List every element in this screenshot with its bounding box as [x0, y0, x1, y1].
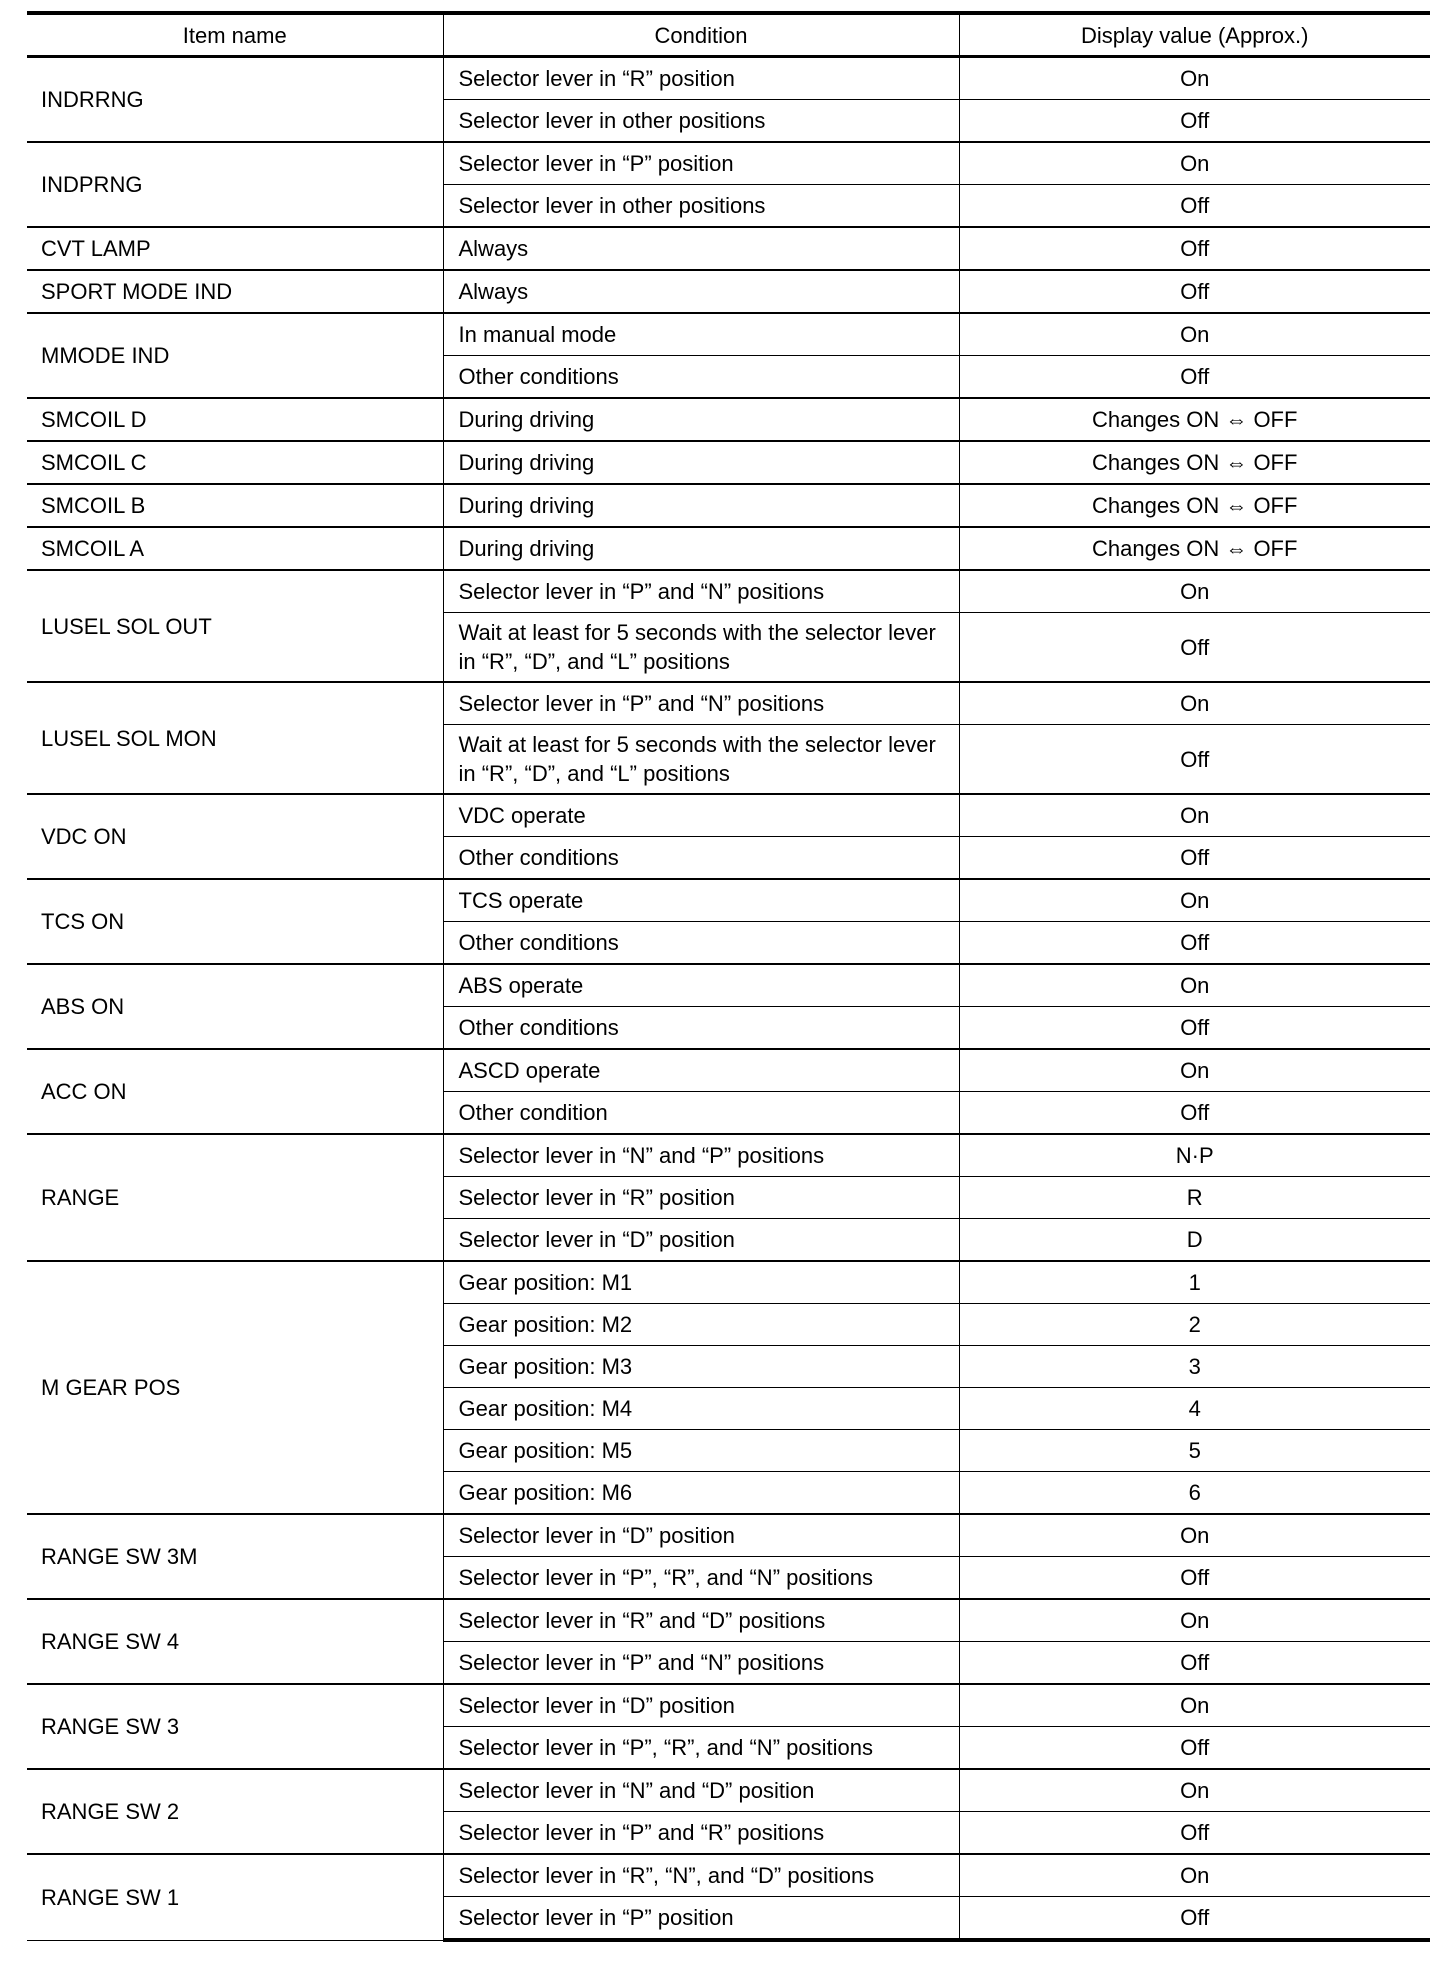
- table-row: [27, 142, 1430, 185]
- item-name-cell: RANGE SW 4: [27, 1599, 443, 1684]
- table-row: [27, 398, 1430, 441]
- display-value-cell: 6: [959, 1472, 1430, 1515]
- item-name-cell: ACC ON: [27, 1049, 443, 1134]
- condition-cell: Gear position: M6: [443, 1472, 959, 1515]
- condition-cell: During driving: [443, 527, 959, 570]
- item-name-cell: INDRRNG: [27, 57, 443, 143]
- condition-cell: In manual mode: [443, 313, 959, 356]
- condition-cell: Other conditions: [443, 356, 959, 399]
- item-name-cell: SMCOIL C: [27, 441, 443, 484]
- condition-cell: Selector lever in other positions: [443, 185, 959, 228]
- display-value-cell: Off: [959, 613, 1430, 683]
- condition-cell: Selector lever in “P” and “N” positions: [443, 1642, 959, 1685]
- display-value-cell: Off: [959, 227, 1430, 270]
- table-row: [27, 1514, 1430, 1557]
- header-row: [27, 13, 1430, 57]
- header-display-value: Display value (Approx.): [959, 13, 1430, 57]
- condition-cell: Selector lever in “R”, “N”, and “D” positions: [443, 1854, 959, 1897]
- item-name-cell: LUSEL SOL OUT: [27, 570, 443, 682]
- condition-cell: Selector lever in “N” and “P” positions: [443, 1134, 959, 1177]
- display-value-cell: On: [959, 964, 1430, 1007]
- table-row: [27, 313, 1430, 356]
- table-row: [27, 227, 1430, 270]
- table-row: [27, 964, 1430, 1007]
- display-value-cell: On: [959, 1514, 1430, 1557]
- condition-cell: Selector lever in “D” position: [443, 1684, 959, 1727]
- display-value-cell: Off: [959, 1007, 1430, 1050]
- display-value-cell: On: [959, 1684, 1430, 1727]
- table-row: [27, 1134, 1430, 1177]
- condition-cell: Selector lever in “R” and “D” positions: [443, 1599, 959, 1642]
- table-header: [27, 13, 1430, 57]
- header-condition: Condition: [443, 13, 959, 57]
- condition-cell: Selector lever in “N” and “D” position: [443, 1769, 959, 1812]
- display-value-cell: R: [959, 1177, 1430, 1219]
- table-row: [27, 570, 1430, 613]
- display-value-cell: On: [959, 1854, 1430, 1897]
- table-row: [27, 527, 1430, 570]
- display-value-cell: On: [959, 879, 1430, 922]
- display-value-cell: Off: [959, 1557, 1430, 1600]
- condition-cell: Always: [443, 270, 959, 313]
- display-value-cell: On: [959, 1599, 1430, 1642]
- table-row: [27, 270, 1430, 313]
- item-name-cell: RANGE SW 3: [27, 1684, 443, 1769]
- display-value-cell: 5: [959, 1430, 1430, 1472]
- condition-cell: Gear position: M2: [443, 1304, 959, 1346]
- table-row: [27, 1049, 1430, 1092]
- condition-cell: During driving: [443, 484, 959, 527]
- condition-cell: Selector lever in “P” and “N” positions: [443, 682, 959, 725]
- display-value-cell: On: [959, 1769, 1430, 1812]
- display-value-cell: Off: [959, 356, 1430, 399]
- item-name-cell: ABS ON: [27, 964, 443, 1049]
- condition-cell: ABS operate: [443, 964, 959, 1007]
- table-row: [27, 794, 1430, 837]
- display-value-cell: Off: [959, 725, 1430, 795]
- data-monitor-table: [27, 11, 1430, 1942]
- condition-cell: Selector lever in “R” position: [443, 57, 959, 100]
- display-value-cell: D: [959, 1219, 1430, 1262]
- table-row: [27, 1599, 1430, 1642]
- condition-cell: Selector lever in “P” and “N” positions: [443, 570, 959, 613]
- condition-cell: Selector lever in “D” position: [443, 1219, 959, 1262]
- display-value-cell: 2: [959, 1304, 1430, 1346]
- display-value-cell: On: [959, 682, 1430, 725]
- table-body: [27, 57, 1430, 1941]
- header-item-name: Item name: [27, 13, 443, 57]
- display-value-cell: 1: [959, 1261, 1430, 1304]
- item-name-cell: RANGE SW 2: [27, 1769, 443, 1854]
- condition-cell: Always: [443, 227, 959, 270]
- item-name-cell: LUSEL SOL MON: [27, 682, 443, 794]
- display-value-cell: Off: [959, 185, 1430, 228]
- display-value-cell: Off: [959, 1812, 1430, 1855]
- condition-cell: VDC operate: [443, 794, 959, 837]
- item-name-cell: RANGE SW 1: [27, 1854, 443, 1940]
- condition-cell: Selector lever in “P” position: [443, 1897, 959, 1941]
- table-row: [27, 1769, 1430, 1812]
- condition-cell: Selector lever in “R” position: [443, 1177, 959, 1219]
- display-value-cell: 4: [959, 1388, 1430, 1430]
- display-value-cell: Off: [959, 837, 1430, 880]
- display-value-cell: On: [959, 57, 1430, 100]
- condition-cell: TCS operate: [443, 879, 959, 922]
- table-row: [27, 879, 1430, 922]
- table-row: [27, 57, 1430, 100]
- condition-cell: During driving: [443, 398, 959, 441]
- condition-cell: Gear position: M3: [443, 1346, 959, 1388]
- display-value-cell: 3: [959, 1346, 1430, 1388]
- item-name-cell: INDPRNG: [27, 142, 443, 227]
- condition-cell: ASCD operate: [443, 1049, 959, 1092]
- condition-cell: Selector lever in “D” position: [443, 1514, 959, 1557]
- condition-cell: Selector lever in “P”, “R”, and “N” positions: [443, 1727, 959, 1770]
- condition-cell: Selector lever in “P” and “R” positions: [443, 1812, 959, 1855]
- display-value-cell: Off: [959, 270, 1430, 313]
- condition-cell: During driving: [443, 441, 959, 484]
- display-value-cell: Changes ON ⇔ OFF: [959, 484, 1430, 527]
- item-name-cell: TCS ON: [27, 879, 443, 964]
- condition-cell: Other conditions: [443, 1007, 959, 1050]
- display-value-cell: On: [959, 794, 1430, 837]
- condition-cell: Wait at least for 5 seconds with the selector lever in “R”, “D”, and “L” positions: [443, 725, 959, 795]
- display-value-cell: N·P: [959, 1134, 1430, 1177]
- table-row: [27, 1261, 1430, 1304]
- table-row: [27, 484, 1430, 527]
- table-row: [27, 682, 1430, 725]
- condition-cell: Selector lever in “P”, “R”, and “N” positions: [443, 1557, 959, 1600]
- item-name-cell: MMODE IND: [27, 313, 443, 398]
- display-value-cell: Off: [959, 1642, 1430, 1685]
- item-name-cell: SMCOIL B: [27, 484, 443, 527]
- display-value-cell: Off: [959, 1897, 1430, 1941]
- display-value-cell: Off: [959, 1092, 1430, 1135]
- display-value-cell: Off: [959, 1727, 1430, 1770]
- item-name-cell: M GEAR POS: [27, 1261, 443, 1514]
- item-name-cell: RANGE: [27, 1134, 443, 1261]
- table-row: [27, 1684, 1430, 1727]
- display-value-cell: On: [959, 570, 1430, 613]
- condition-cell: Other conditions: [443, 922, 959, 965]
- item-name-cell: SPORT MODE IND: [27, 270, 443, 313]
- table-row: [27, 441, 1430, 484]
- display-value-cell: Changes ON ⇔ OFF: [959, 441, 1430, 484]
- display-value-cell: On: [959, 142, 1430, 185]
- display-value-cell: On: [959, 313, 1430, 356]
- condition-cell: Wait at least for 5 seconds with the selector lever in “R”, “D”, and “L” positions: [443, 613, 959, 683]
- display-value-cell: Off: [959, 922, 1430, 965]
- condition-cell: Selector lever in other positions: [443, 100, 959, 143]
- condition-cell: Gear position: M4: [443, 1388, 959, 1430]
- display-value-cell: On: [959, 1049, 1430, 1092]
- display-value-cell: Changes ON ⇔ OFF: [959, 398, 1430, 441]
- condition-cell: Gear position: M5: [443, 1430, 959, 1472]
- condition-cell: Gear position: M1: [443, 1261, 959, 1304]
- item-name-cell: SMCOIL D: [27, 398, 443, 441]
- condition-cell: Other condition: [443, 1092, 959, 1135]
- item-name-cell: VDC ON: [27, 794, 443, 879]
- table-row: [27, 1854, 1430, 1897]
- display-value-cell: Off: [959, 100, 1430, 143]
- item-name-cell: RANGE SW 3M: [27, 1514, 443, 1599]
- item-name-cell: SMCOIL A: [27, 527, 443, 570]
- item-name-cell: CVT LAMP: [27, 227, 443, 270]
- condition-cell: Selector lever in “P” position: [443, 142, 959, 185]
- display-value-cell: Changes ON ⇔ OFF: [959, 527, 1430, 570]
- condition-cell: Other conditions: [443, 837, 959, 880]
